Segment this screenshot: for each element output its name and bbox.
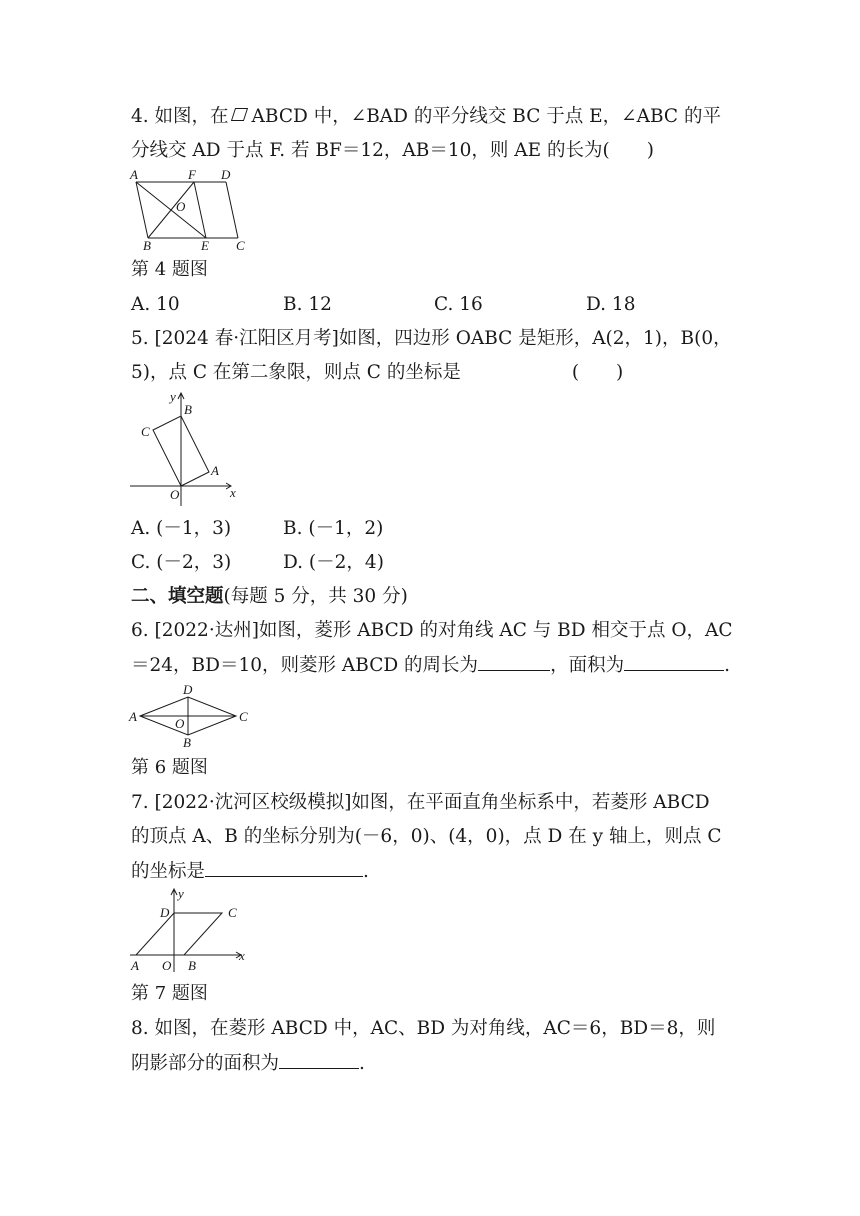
q7-line-2: 的顶点 A、B 的坐标分别为(－6，0)、(4，0)，点 D 在 y 轴上，则点 C (131, 826, 722, 847)
q5-option-b: B. (－1，2) (283, 518, 384, 539)
q4-label-c: C (236, 238, 245, 253)
q4-line-1 (131, 104, 721, 130)
q7-line-3 (131, 858, 369, 885)
q4-figure (126, 168, 256, 254)
q6-text-start: ＝24，BD＝10，则菱形 ABCD 的周长为 (131, 655, 479, 676)
q4-text-rest: ABCD 中，∠BAD 的平分线交 BC 于点 E，∠ABC 的平 (251, 106, 721, 127)
q6-line-2 (131, 652, 730, 679)
q4-caption: 第 4 题图 (131, 259, 208, 280)
q4-option-d: D. 18 (586, 294, 636, 315)
section-heading (131, 584, 408, 610)
q5-label-x: x (230, 485, 236, 500)
q7-text-start: 的坐标是 (131, 861, 206, 882)
q5-label-c: C (141, 424, 150, 439)
q4-label-e: E (201, 238, 209, 253)
q6-blank-perimeter[interactable] (478, 652, 550, 671)
q4-label-d: D (221, 167, 231, 182)
q5-option-d: D. (－2，4) (283, 552, 384, 573)
q5-line-1: 5. [2024 春·江阳区月考]如图，四边形 OABC 是矩形，A(2，1)，B(0， (131, 328, 732, 349)
q7-label-x: x (239, 948, 245, 963)
q7-label-b: B (188, 958, 196, 973)
q7-text-end: . (363, 861, 369, 882)
q7-rhombus-abcd (136, 913, 222, 955)
q4-option-c: C. 16 (434, 294, 483, 315)
section-points: (每题 5 分，共 30 分) (223, 586, 408, 607)
q8-line-1: 8. 如图，在菱形 ABCD 中，AC、BD 为对角线，AC＝6，BD＝8，则 (131, 1018, 716, 1039)
q6-label-o: O (175, 716, 185, 731)
q4-label-o: O (176, 199, 186, 214)
q6-label-b: B (183, 735, 191, 750)
q6-label-d: D (183, 682, 193, 697)
q5-label-b: B (184, 402, 192, 417)
q7-label-d: D (160, 905, 170, 920)
q4-edge-dc (226, 182, 238, 238)
q6-caption: 第 6 题图 (131, 757, 208, 778)
parallelogram-symbol-icon (230, 108, 247, 121)
q4-option-a: A. 10 (131, 294, 180, 315)
q7-blank-coordinate[interactable] (205, 858, 363, 877)
section-title: 二、填空题 (131, 586, 224, 607)
q6-line-1: 6. [2022·达州]如图，菱形 ABCD 的对角线 AC 与 BD 相交于点 O，AC (131, 620, 733, 641)
q5-option-a: A. (－1，3) (131, 518, 232, 539)
q8-text-end: . (359, 1053, 365, 1074)
q5-option-c: C. (－2，3) (131, 552, 232, 573)
q4-label-f: F (188, 167, 196, 182)
q4-label-a: A (130, 167, 138, 182)
q7-label-a: A (131, 958, 139, 973)
q6-figure (126, 682, 256, 752)
q6-blank-area[interactable] (624, 652, 724, 671)
q6-text-end: . (724, 655, 730, 676)
q6-text-middle: ，面积为 (550, 655, 625, 676)
q7-line-1: 7. [2022·沈河区校级模拟]如图，在平面直角坐标系中，若菱形 ABCD (131, 792, 710, 813)
q7-label-o: O (162, 958, 172, 973)
q5-label-o: O (170, 487, 180, 502)
q8-line-2 (131, 1050, 365, 1077)
q5-line-2: 5)，点 C 在第二象限，则点 C 的坐标是 ( ) (131, 362, 624, 383)
q4-segment-bf (148, 182, 194, 238)
q5-label-a: A (211, 463, 219, 478)
q8-text-start: 阴影部分的面积为 (131, 1053, 280, 1074)
q8-blank-area[interactable] (279, 1050, 359, 1069)
q7-label-c: C (228, 905, 237, 920)
q5-figure (126, 388, 246, 508)
q7-figure (126, 884, 256, 974)
q6-label-a: A (129, 709, 137, 724)
q7-label-y: y (178, 886, 184, 901)
q4-option-b: B. 12 (283, 294, 332, 315)
q7-caption: 第 7 题图 (131, 983, 208, 1004)
q6-label-c: C (239, 709, 248, 724)
q4-label-b: B (143, 238, 151, 253)
q4-line-2: 分线交 AD 于点 F. 若 BF＝12，AB＝10，则 AE 的长为( ) (131, 140, 654, 161)
q5-label-y: y (170, 389, 176, 404)
q4-text-start: 4. 如图，在 (131, 106, 229, 127)
